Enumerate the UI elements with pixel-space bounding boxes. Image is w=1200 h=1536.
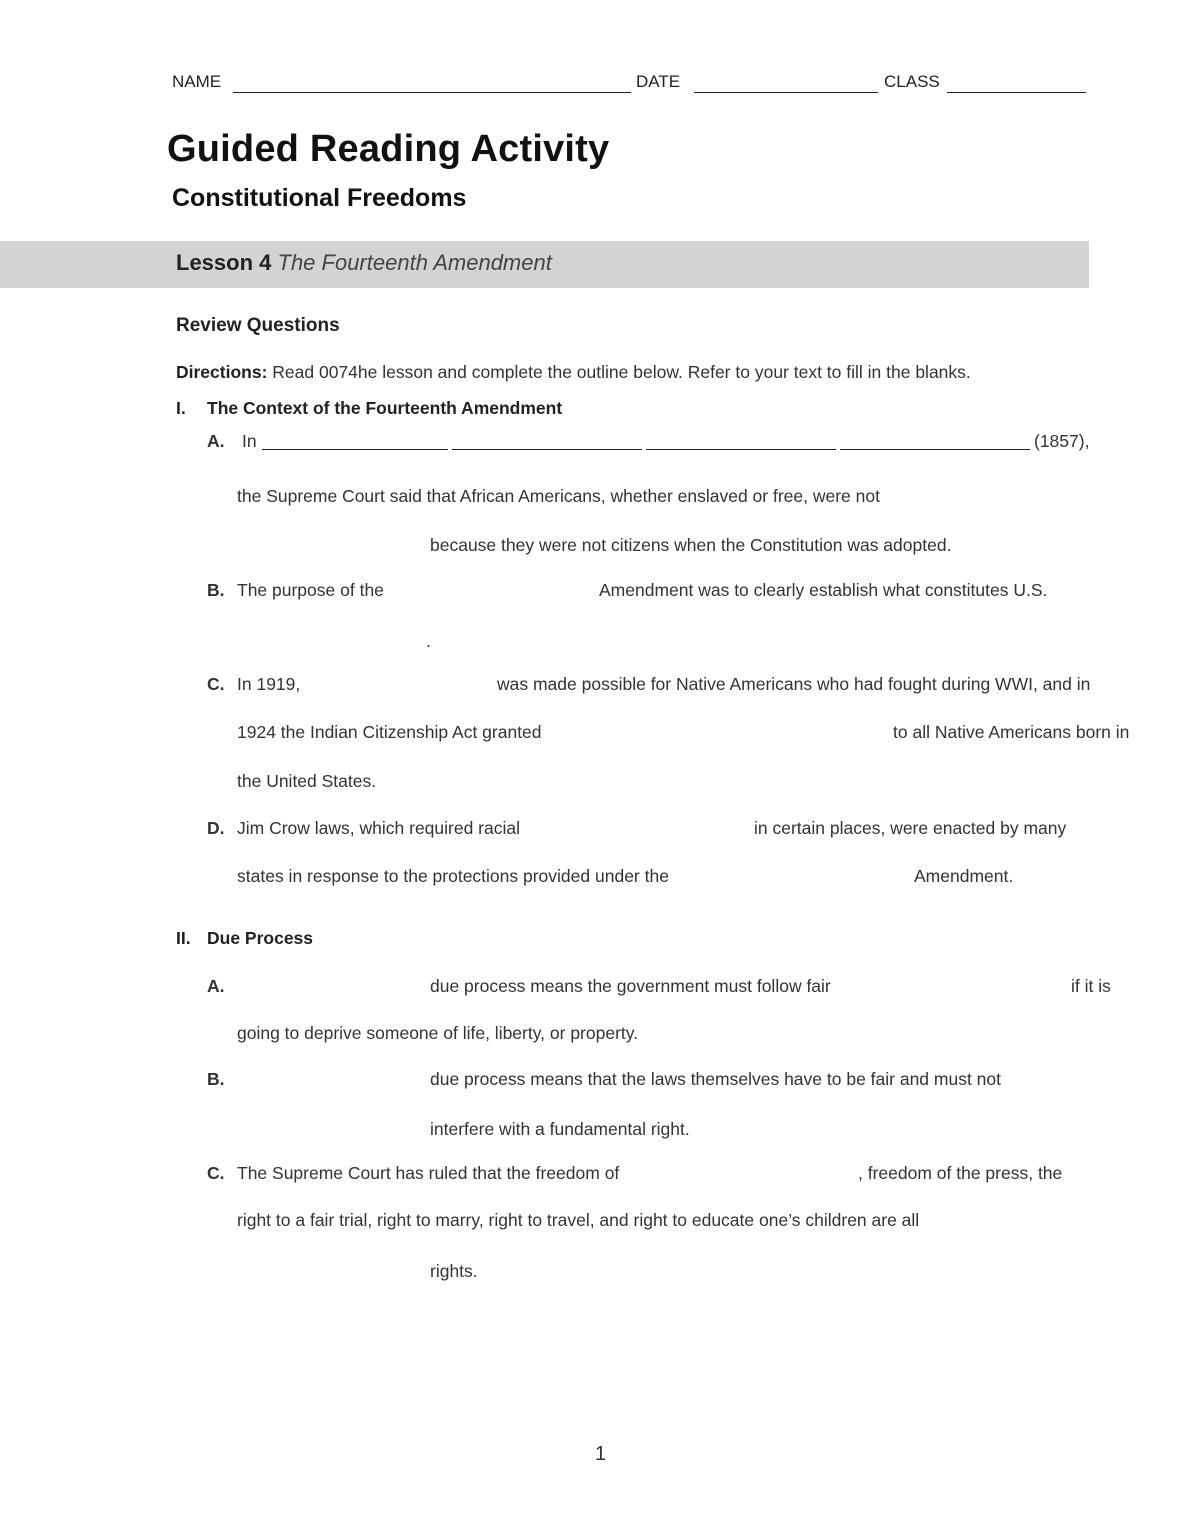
item-1a-blank-4[interactable] bbox=[840, 449, 1030, 450]
item-2c-label: C. bbox=[207, 1163, 225, 1183]
item-1c-part2: was made possible for Native Americans who had fought during WWI, and in bbox=[497, 674, 1091, 694]
item-1a-blank-2[interactable] bbox=[452, 449, 642, 450]
item-1d-part1: Jim Crow laws, which required racial bbox=[237, 818, 520, 838]
page-title: Guided Reading Activity bbox=[167, 128, 610, 170]
item-1c-label: C. bbox=[207, 674, 225, 694]
name-label: NAME bbox=[172, 72, 222, 91]
name-field[interactable] bbox=[233, 92, 631, 93]
item-2c-part4: rights. bbox=[430, 1261, 478, 1281]
item-2c-part3: right to a fair trial, right to marry, right to travel, and right to educate one’s children are all bbox=[237, 1210, 920, 1230]
item-1a-label: A. bbox=[207, 431, 225, 451]
lesson-name: The Fourteenth Amendment bbox=[277, 250, 552, 275]
class-field[interactable] bbox=[947, 92, 1086, 93]
item-1c-part3: 1924 the Indian Citizenship Act granted bbox=[237, 722, 542, 742]
directions bbox=[176, 362, 971, 383]
item-2b-part1: due process means that the laws themselves have to be fair and must not bbox=[430, 1069, 1002, 1089]
item-1c-part5: the United States. bbox=[237, 771, 377, 791]
item-1d-part4: Amendment. bbox=[914, 866, 1014, 886]
review-heading: Review Questions bbox=[176, 315, 340, 336]
item-2a-label: A. bbox=[207, 976, 225, 996]
item-2a-part1: due process means the government must follow fair bbox=[430, 976, 831, 996]
item-2a-part3: going to deprive someone of life, liberty, or property. bbox=[237, 1023, 639, 1043]
section-1-numeral: I. bbox=[176, 398, 186, 418]
section-1-title: The Context of the Fourteenth Amendment bbox=[207, 398, 563, 418]
item-1a-blank-1[interactable] bbox=[262, 449, 448, 450]
item-1b-part1: The purpose of the bbox=[237, 580, 384, 600]
item-1c-part4: to all Native Americans born in bbox=[893, 722, 1130, 742]
item-1b-label: B. bbox=[207, 580, 225, 600]
item-2b-label: B. bbox=[207, 1069, 225, 1089]
item-1a-line2: the Supreme Court said that African Americans, whether enslaved or free, were not bbox=[237, 486, 880, 506]
directions-label: Directions: bbox=[176, 362, 268, 382]
item-1a-blank-3[interactable] bbox=[646, 449, 836, 450]
item-2c-part1: The Supreme Court has ruled that the freedom of bbox=[237, 1163, 620, 1183]
page-number: 1 bbox=[595, 1443, 607, 1465]
item-1a-line3: because they were not citizens when the Constitution was adopted. bbox=[430, 535, 952, 555]
item-1a-year: (1857), bbox=[1034, 431, 1090, 451]
item-1b-part2: Amendment was to clearly establish what constitutes U.S. bbox=[599, 580, 1048, 600]
date-field[interactable] bbox=[694, 92, 878, 93]
section-2-title: Due Process bbox=[207, 928, 314, 948]
item-1d-part3: states in response to the protections provided under the bbox=[237, 866, 669, 886]
lesson-heading bbox=[176, 250, 552, 276]
item-2a-part2: if it is bbox=[1071, 976, 1111, 996]
date-label: DATE bbox=[636, 72, 681, 91]
class-label: CLASS bbox=[884, 72, 940, 91]
item-1d-label: D. bbox=[207, 818, 225, 838]
lesson-number: Lesson 4 bbox=[176, 250, 272, 275]
item-1a-in: In bbox=[242, 431, 257, 451]
directions-text: Read 0074he lesson and complete the outline below. Refer to your text to fill in the blanks. bbox=[272, 362, 971, 382]
item-2b-part2: interfere with a fundamental right. bbox=[430, 1119, 690, 1139]
item-1c-part1: In 1919, bbox=[237, 674, 301, 694]
page-subtitle: Constitutional Freedoms bbox=[172, 184, 467, 212]
item-2c-part2: , freedom of the press, the bbox=[858, 1163, 1063, 1183]
item-1d-part2: in certain places, were enacted by many bbox=[754, 818, 1067, 838]
item-1b-end: . bbox=[426, 631, 431, 651]
section-2-numeral: II. bbox=[176, 928, 191, 948]
